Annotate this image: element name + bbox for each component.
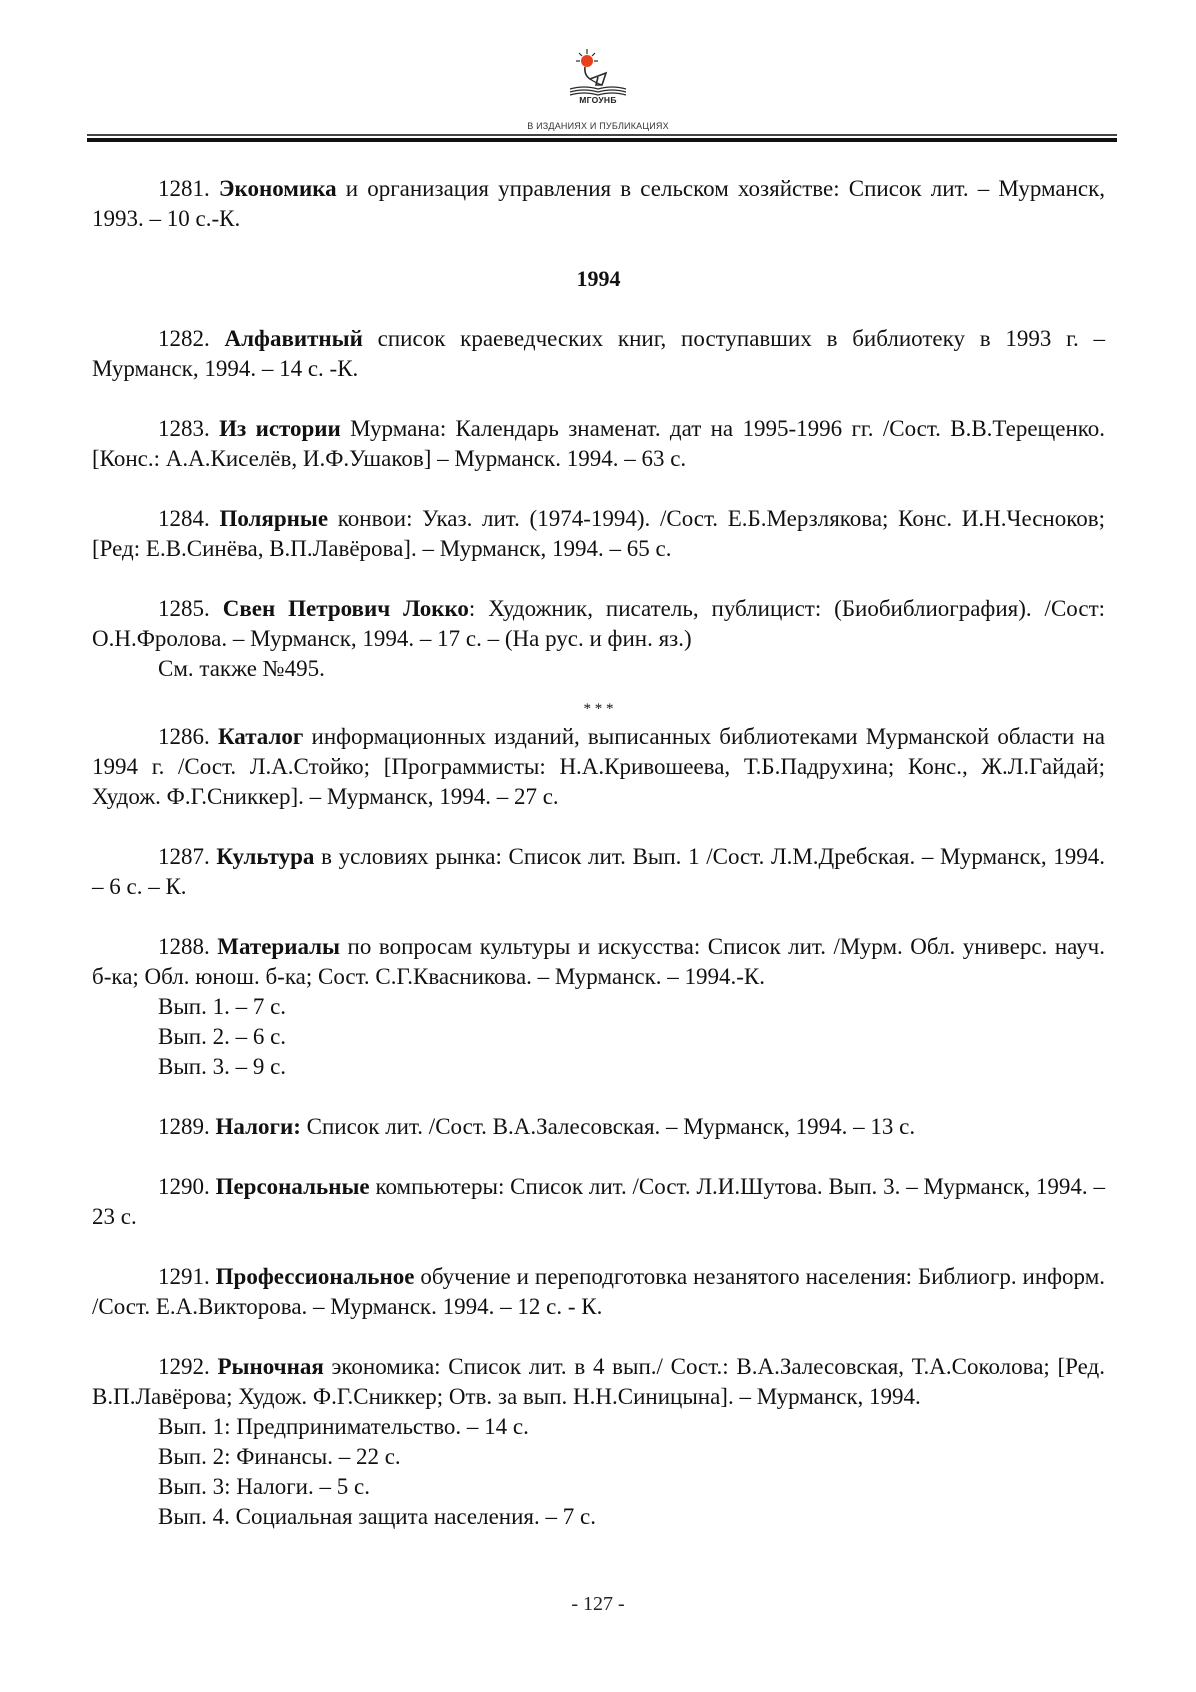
- entry-text: по вопросам культуры и искусства: Список лит. /Мурм. Обл. универс. науч. б-ка; Обл. юнош. б-ка; Сост. С.Г.Квасникова. – Мурманск. – 1994.-К.: [92, 934, 1105, 989]
- entry-keyword: Полярные: [219, 506, 329, 531]
- entry-number: 1290.: [158, 1174, 210, 1199]
- entry-1283: [92, 414, 1105, 474]
- entry-1288: [92, 932, 1105, 992]
- entry-1281: [92, 174, 1105, 234]
- issue-item: Вып. 2. – 6 с.: [158, 1024, 287, 1049]
- entry-number: 1289.: [158, 1114, 210, 1139]
- section-separator: * * *: [583, 701, 614, 717]
- entry-number: 1281.: [158, 176, 210, 201]
- entry-number: 1283.: [158, 416, 210, 441]
- entry-text: Список лит. /Сост. В.А.Залесовская. – Мурманск, 1994. – 13 с.: [300, 1114, 916, 1139]
- entry-1291: [92, 1262, 1105, 1322]
- entry-keyword: Алфавитный: [224, 326, 363, 351]
- entry-text: экономика: Список лит. в 4 вып./ Сост.: В.А.Залесовская, Т.А.Соколова; [Ред. В.П.Лавёрова; Худож. Ф.Г.Сниккер; Отв. за вып. Н.Н.Синицына]. – Мурманск, 1994.: [92, 1354, 1106, 1409]
- entry-text: список краеведческих книг, поступавших в библиотеку в 1993 г. – Мурманск, 1994. – 14 с. -К.: [92, 326, 1106, 381]
- entry-text: и организация управления в сельском хозяйстве: Список лит. – Мурманск, 1993. – 10 с.-К.: [92, 176, 1106, 231]
- entry-1290: [92, 1172, 1105, 1232]
- entry-keyword: Экономика: [218, 176, 337, 201]
- entry-text: компьютеры: Список лит. /Сост. Л.И.Шутова. Вып. 3. – Мурманск, 1994. – 23 с.: [92, 1174, 1105, 1229]
- entry-number: 1291.: [158, 1264, 210, 1289]
- library-logo-icon: [558, 45, 638, 97]
- entry-1284: [92, 504, 1105, 564]
- header-rule-thick: [87, 138, 1117, 142]
- entry-number: 1287.: [158, 844, 210, 869]
- entry-1285: [92, 594, 1105, 654]
- entry-keyword: Персональные: [215, 1174, 370, 1199]
- entry-1289: [92, 1112, 1105, 1142]
- entry-1287: [92, 842, 1105, 902]
- entry-number: 1286.: [158, 724, 210, 749]
- entry-number: 1292.: [158, 1354, 210, 1379]
- entry-1282: [92, 324, 1105, 384]
- entry-number: 1284.: [158, 506, 210, 531]
- entry-number: 1285.: [158, 596, 210, 621]
- entry-1286: [92, 722, 1105, 812]
- entry-text: информационных изданий, выписанных библиотеками Мурманской области на 1994 г. /Сост. Л.А.Стойко; [Программисты: Н.А.Кривошеева, Т.Б.Падрухина; Конс., Ж.Л.Гайдай; Худож. Ф.Г.Сниккер]. – Мурманск, 1994. – 27 с.: [92, 724, 1105, 809]
- logo-text: МГОУНБ: [579, 95, 617, 105]
- issue-item: Вып. 4. Социальная защита населения. – 7 с.: [158, 1504, 596, 1529]
- entry-keyword: Каталог: [217, 724, 304, 749]
- bibliography-content: [92, 174, 1105, 1532]
- entry-number: 1288.: [158, 934, 210, 959]
- entry-text: конвои: Указ. лит. (1974-1994). /Сост. Е.Б.Мерзлякова; Конс. И.Н.Чесноков; [Ред: Е.В.Синёва, В.П.Лавёрова]. – Мурманск, 1994. – 65 с.: [92, 506, 1105, 561]
- entry-keyword: Из истории: [219, 416, 341, 441]
- entry-text: обучение и переподготовка незанятого населения: Библиогр. информ. /Сост. Е.А.Викторова. – Мурманск. 1994. – 12 с. - К.: [92, 1264, 1105, 1319]
- issue-item: Вып. 1. – 7 с.: [158, 994, 287, 1019]
- entry-keyword: Материалы: [217, 934, 341, 959]
- issue-item: Вып. 2: Финансы. – 22 с.: [158, 1444, 401, 1469]
- header-rule-thin: [87, 134, 1117, 136]
- entry-keyword: Свен Петрович Локко: [222, 596, 469, 621]
- page-header: [0, 0, 1196, 140]
- entry-1292: [92, 1352, 1105, 1412]
- entry-text: в условиях рынка: Список лит. Вып. 1 /Сост. Л.М.Дребская. – Мурманск, 1994. – 6 с. – К.: [92, 844, 1106, 899]
- entry-text: Художник, писатель, публицист: (Биобиблиография). /Сост: О.Н.Фролова. – Мурманск, 1994. – 17 с. – (На рус. и фин. яз.): [92, 596, 1106, 651]
- see-also-note: См. также №495.: [158, 656, 325, 681]
- entry-keyword: Культура: [216, 844, 315, 869]
- entry-keyword: Налоги:: [215, 1114, 301, 1139]
- issue-item: Вып. 1: Предпринимательство. – 14 с.: [158, 1414, 529, 1439]
- entry-keyword: Рыночная: [217, 1354, 324, 1379]
- header-subtitle: В ИЗДАНИЯХ И ПУБЛИКАЦИЯХ: [527, 121, 669, 131]
- entry-text: Мурмана: Календарь знаменат. дат на 1995-1996 гг. /Сост. В.В.Терещенко. [Конс.: А.А.Киселёв, И.Ф.Ушаков] – Мурманск. 1994. – 63 с.: [92, 416, 1106, 471]
- page-number: - 127 -: [571, 1593, 625, 1615]
- entry-number: 1282.: [158, 326, 210, 351]
- issue-item: Вып. 3: Налоги. – 5 с.: [158, 1474, 370, 1499]
- issue-item: Вып. 3. – 9 с.: [158, 1054, 287, 1079]
- entry-keyword: Профессиональное: [215, 1264, 415, 1289]
- year-heading: 1994: [576, 266, 621, 291]
- entry-colon: :: [468, 596, 476, 621]
